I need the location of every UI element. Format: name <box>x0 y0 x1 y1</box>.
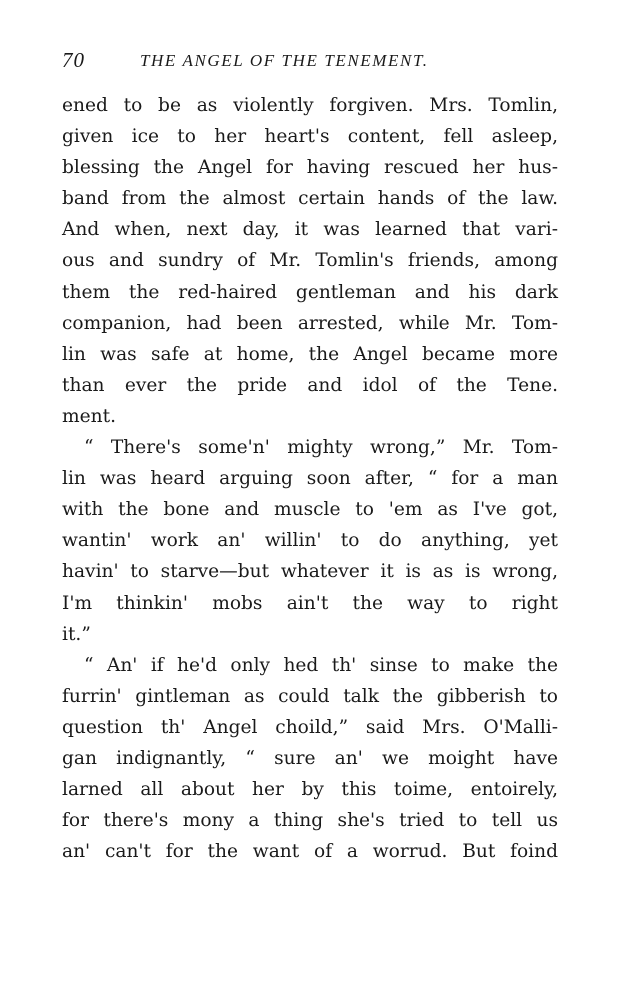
page-number: 70 <box>62 48 85 72</box>
text-line: havin' to starve—but whatever it is as is wrong, <box>62 561 558 583</box>
text-line: question th' Angel choild,” said Mrs. O'Malli- <box>62 716 558 738</box>
text-line: them the red-haired gentleman and his dark <box>62 281 558 303</box>
text-line: larned all about her by this toime, entoirely, <box>62 779 558 801</box>
text-line: it.” <box>62 623 91 645</box>
text-line: with the bone and muscle to 'em as I've got, <box>62 499 558 521</box>
text-line: ment. <box>62 405 116 427</box>
running-title: THE ANGEL OF THE TENEMENT. <box>140 51 429 70</box>
text-line: lin was heard arguing soon after, “ for a man <box>62 468 558 490</box>
text-line: furrin' gintleman as could talk the gibberish to <box>62 685 558 707</box>
text-line: I'm thinkin' mobs ain't the way to right <box>62 592 558 614</box>
text-line: band from the almost certain hands of the law. <box>62 188 558 210</box>
text-line: gan indignantly, “ sure an' we moight have <box>62 747 558 769</box>
text-line: blessing the Angel for having rescued her hus- <box>62 157 558 179</box>
text-line: “ An' if he'd only hed th' sinse to make the <box>84 654 558 676</box>
text-line: ous and sundry of Mr. Tomlin's friends, among <box>62 250 558 272</box>
text-line: than ever the pride and idol of the Tene. <box>62 374 558 396</box>
running-head <box>62 48 562 78</box>
body-text <box>62 90 558 867</box>
text-line: given ice to her heart's content, fell asleep, <box>62 126 558 148</box>
text-line: an' can't for the want of a worrud. But foind <box>62 841 558 863</box>
text-line: “ There's some'n' mighty wrong,” Mr. Tom- <box>84 437 558 459</box>
text-line: ened to be as violently forgiven. Mrs. Tomlin, <box>62 95 558 116</box>
text-line: And when, next day, it was learned that vari- <box>62 219 558 241</box>
text-line: wantin' work an' willin' to do anything, yet <box>62 530 558 552</box>
text-line: for there's mony a thing she's tried to tell us <box>62 810 558 832</box>
text-line: lin was safe at home, the Angel became more <box>62 343 558 365</box>
text-line: companion, had been arrested, while Mr. Tom- <box>62 312 558 334</box>
